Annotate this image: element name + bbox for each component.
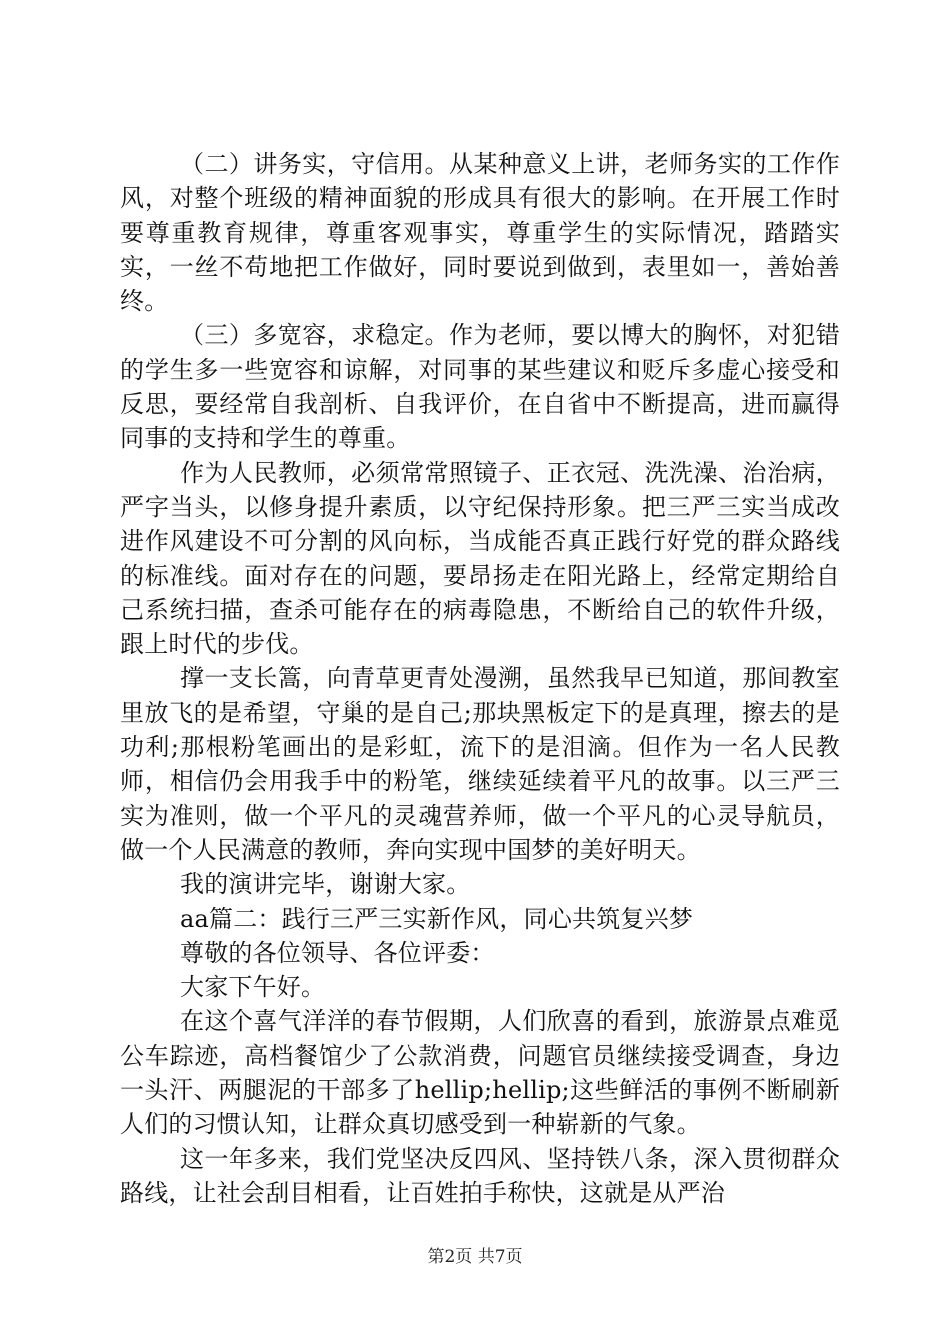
paragraph-spring-festival: 在这个喜气洋洋的春节假期，人们欣喜的看到，旅游景点难觅公车踪迹，高档餐馆少了公款消费，问题官员继续接受调查，身边一头汗、两腿泥的干部多了hellip;hellip;这些鲜活的事例不断刷新人们的习惯认知，让群众真切感受到一种崭新的气象。 (120, 1007, 840, 1139)
paragraph-greeting: 大家下午好。 (180, 973, 326, 1002)
paragraph-salutation: 尊敬的各位领导、各位评委： (180, 938, 495, 967)
paragraph-practical: （二）讲务实，守信用。从某种意义上讲，老师务实的工作作风，对整个班级的精神面貌的形成具有很大的影响。在开展工作时要尊重教育规律，尊重客观事实，尊重学生的实际情况，踏踏实实，一丝不苟地把工作做好，同时要说到做到，表里如一，善始善终。 (120, 150, 840, 316)
paragraph-long-pole: 撑一支长篙，向青草更青处漫溯，虽然我早已知道，那间教室里放飞的是希望，守巢的是自己;那块黑板定下的是真理，擦去的是功利;那根粉笔画出的是彩虹，流下的是泪滴。但作为一名人民教师，相信仍会用我手中的粉笔，继续延续着平凡的故事。以三严三实为准则，做一个平凡的灵魂营养师，做一个平凡的心灵导航员，做一个人民满意的教师，奔向实现中国梦的美好明天。 (120, 664, 840, 864)
paragraph-tolerance: （三）多宽容，求稳定。作为老师，要以博大的胸怀，对犯错的学生多一些宽容和谅解，对同事的某些建议和贬斥多虚心接受和反思，要经常自我剖析、自我评价，在自省中不断提高，进而赢得同事的支持和学生的尊重。 (120, 321, 840, 453)
paragraph-closing: 我的演讲完毕，谢谢大家。 (180, 870, 471, 899)
paragraph-teacher-conduct: 作为人民教师，必须常常照镜子、正衣冠、洗洗澡、治治病，严字当头，以修身提升素质，以守纪保持形象。把三严三实当成改进作风建设不可分割的风向标，当成能否真正践行好党的群众路线的标准线。面对存在的问题，要昂扬走在阳光路上，经常定期给自己系统扫描，查杀可能存在的病毒隐患，不断给自己的软件升级，跟上时代的步伐。 (120, 458, 840, 659)
document-body (120, 147, 840, 1210)
section-heading-part-two: aa篇二：践行三严三实新作风，同心共筑复兴梦 (180, 904, 694, 933)
paragraph-past-year: 这一年多来，我们党坚决反四风、坚持铁八条，深入贯彻群众路线，让社会刮目相看，让百姓拍手称快，这就是从严治 (120, 1144, 840, 1207)
page-footer: 第2页 共7页 (427, 1247, 523, 1267)
